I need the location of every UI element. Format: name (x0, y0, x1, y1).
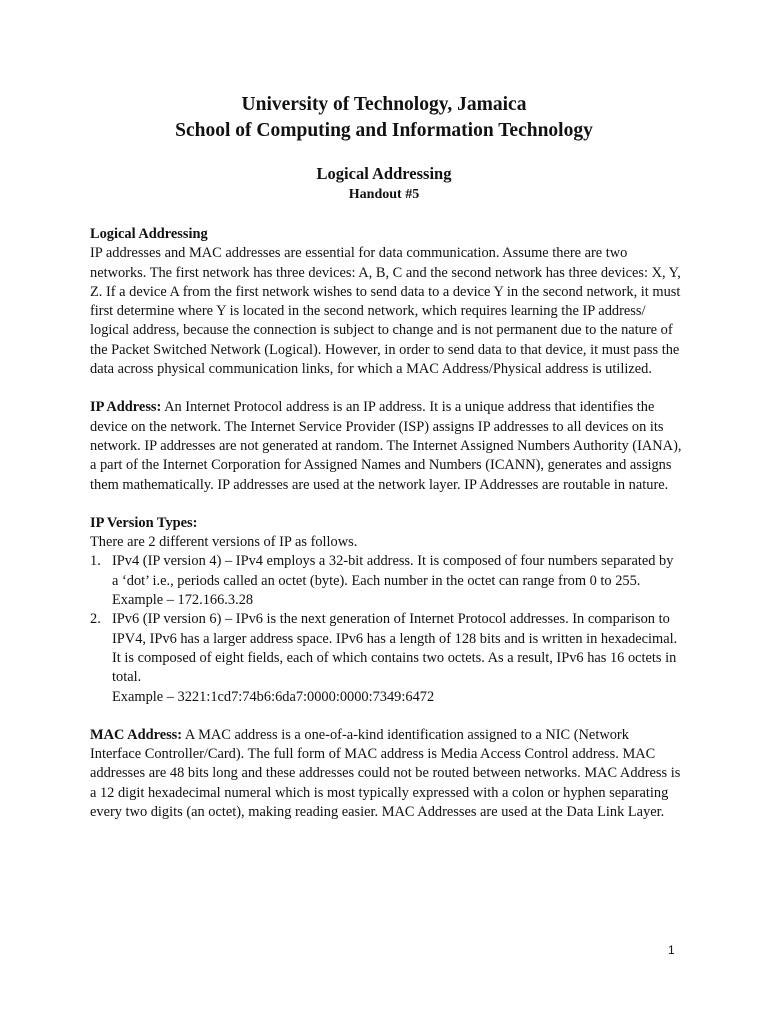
list-number: 2. (90, 611, 101, 628)
section-ip-version-types (90, 514, 682, 707)
section-intro: There are 2 different versions of IP as follows. (90, 534, 358, 551)
page-number: 1 (668, 943, 675, 957)
section-ip-address (90, 398, 682, 494)
list-item-example: Example – 172.166.3.28 (112, 592, 254, 609)
section-heading: IP Version Types: (90, 514, 198, 531)
list-number: 1. (90, 553, 101, 570)
section-heading: IP Address: (90, 399, 162, 416)
section-paragraph: IP addresses and MAC addresses are essential for data communication. Assume there are two networks. The first network has three devices: A, B, C and the second network has three devices: X, Y, Z. If a device A from the first network wishes to send data to a device Y in the second network, it must first determine where Y is located in the second network, which requires learning the IP address/ logical address, because the connection is subject to change and is not permanent due to the nature of the Packet Switched Network (Logical). However, in order to send data to that device, it must pass the data across physical communication links, for which a MAC Address/Physical address is utilized. (90, 245, 681, 378)
document-title: Logical Addressing (316, 164, 452, 183)
section-heading: Logical Addressing (90, 226, 208, 242)
section-logical-addressing (90, 225, 682, 379)
section-paragraph (90, 398, 682, 494)
handout-number: Handout #5 (348, 187, 420, 202)
school-name: School of Computing and Information Technology (175, 120, 593, 141)
document-body (90, 225, 682, 841)
list-item-example: Example – 3221:1cd7:74b6:6da7:0000:0000:7349:6472 (112, 688, 435, 705)
section-heading: MAC Address: (90, 726, 183, 743)
list-item-text: IPv4 (IP version 4) – IPv4 employs a 32-bit address. It is composed of four numbers separated by a ‘dot’ i.e., periods called an octet (byte). Each number in the octet can range from 0 to 255. (112, 553, 674, 589)
university-name: University of Technology, Jamaica (241, 94, 527, 115)
document-header (0, 92, 768, 144)
section-paragraph (90, 726, 682, 822)
section-text: A MAC address is a one-of-a-kind identification assigned to a NIC (Network Interface Controller/Card). The full form of MAC address is Media Access Control address. MAC addresses are 48 bits long and these addresses could not be routed between networks. MAC Address is a 12 digit hexadecimal numeral which is most typically expressed with a colon or hyphen separating every two digits (an octet), making reading easier. MAC Addresses are used at the Data Link Layer. (90, 726, 681, 821)
list-item-text: IPv6 (IP version 6) – IPv6 is the next generation of Internet Protocol addresses. In comparison to IPV4, IPv6 has a larger address space. IPv6 has a length of 128 bits and is written in hexadecimal. It is composed of eight fields, each of which contains two octets. As a result, IPv6 has 16 octets in total. (112, 611, 678, 686)
section-mac-address (90, 726, 682, 822)
section-text: An Internet Protocol address is an IP address. It is a unique address that identifies the device on the network. The Internet Service Provider (ISP) assigns IP addresses to all devices on its network. IP addresses are not generated at random. The Internet Assigned Numbers Authority (IANA), a part of the Internet Corporation for Assigned Names and Numbers (ICANN), generates and assigns them mathematically. IP addresses are used at the network layer. IP Addresses are routable in nature. (90, 399, 682, 493)
list-item (90, 610, 682, 706)
ip-version-list (90, 552, 682, 706)
list-item (90, 552, 682, 610)
